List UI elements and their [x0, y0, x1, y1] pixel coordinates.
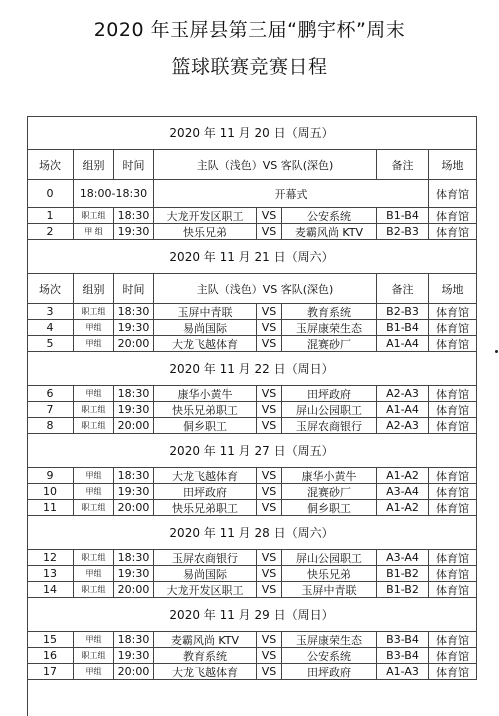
game-note: A1-A3 [377, 664, 429, 680]
game-time: 18:30 [114, 468, 154, 484]
column-header-teams: 主队（浅色）VS 客队(深色) [154, 274, 377, 304]
game-vs: VS [257, 582, 282, 598]
game-vs: VS [257, 208, 282, 224]
game-note: B1-B4 [377, 208, 429, 224]
game-home-team: 侗乡职工 [154, 418, 257, 434]
game-group: 甲 组 [74, 224, 114, 240]
column-header-time: 时间 [114, 150, 154, 180]
game-home-team: 康华小黄牛 [154, 386, 257, 402]
column-header-group: 组别 [74, 150, 114, 180]
game-vs: VS [257, 632, 282, 648]
document-title-line-2: 篮球联赛竞赛日程 [171, 56, 328, 78]
game-time: 19:30 [114, 402, 154, 418]
column-header-time: 时间 [114, 274, 154, 304]
schedule-table [27, 116, 477, 716]
game-home-team: 大龙飞越体育 [154, 468, 257, 484]
game-home-team: 麦霸风尚 KTV [154, 632, 257, 648]
game-note: A3-A4 [377, 550, 429, 566]
game-time: 20:00 [114, 582, 154, 598]
game-no: 8 [27, 418, 74, 434]
game-group: 职工组 [74, 208, 114, 224]
game-home-team: 大龙飞越体育 [154, 336, 257, 352]
game-home-team: 易尚国际 [154, 566, 257, 582]
game-note: B2-B3 [377, 224, 429, 240]
game-time: 20:00 [114, 500, 154, 516]
game-time: 19:30 [114, 224, 154, 240]
game-vs: VS [257, 386, 282, 402]
date-row: 2020 年 11 月 20 日（周五） [27, 116, 477, 150]
game-note: B2-B3 [377, 304, 429, 320]
game-group: 甲组 [74, 320, 114, 336]
game-note: B1-B2 [377, 582, 429, 598]
game-vs: VS [257, 224, 282, 240]
game-note: A1-A2 [377, 500, 429, 516]
game-away-team: 麦霸风尚 KTV [282, 224, 377, 240]
game-home-team: 易尚国际 [154, 320, 257, 336]
game-away-team: 快乐兄弟 [282, 566, 377, 582]
game-no: 11 [27, 500, 74, 516]
game-note: B1-B4 [377, 320, 429, 336]
opening-venue: 体育馆 [429, 180, 477, 208]
page-mark [495, 350, 498, 353]
game-venue: 体育馆 [429, 418, 477, 434]
game-venue: 体育馆 [429, 632, 477, 648]
game-vs: VS [257, 468, 282, 484]
game-no: 7 [27, 402, 74, 418]
game-group: 甲组 [74, 484, 114, 500]
game-no: 6 [27, 386, 74, 402]
game-home-team: 大龙开发区职工 [154, 582, 257, 598]
column-header-no: 场次 [27, 274, 74, 304]
game-note: B1-B2 [377, 566, 429, 582]
game-group: 职工组 [74, 304, 114, 320]
game-group: 甲组 [74, 386, 114, 402]
column-header-teams: 主队（浅色）VS 客队(深色) [154, 150, 377, 180]
game-no: 10 [27, 484, 74, 500]
game-group: 职工组 [74, 582, 114, 598]
game-away-team: 康华小黄牛 [282, 468, 377, 484]
game-note: A1-A2 [377, 468, 429, 484]
game-away-team: 侗乡职工 [282, 500, 377, 516]
game-vs: VS [257, 484, 282, 500]
game-time: 18:30 [114, 304, 154, 320]
game-note: A2-A3 [377, 386, 429, 402]
game-away-team: 教育系统 [282, 304, 377, 320]
game-note: B3-B4 [377, 648, 429, 664]
game-time: 19:30 [114, 566, 154, 582]
game-no: 14 [27, 582, 74, 598]
game-home-team: 快乐兄弟职工 [154, 500, 257, 516]
game-away-team: 田坪政府 [282, 386, 377, 402]
game-away-team: 公安系统 [282, 648, 377, 664]
game-time: 19:30 [114, 320, 154, 336]
game-away-team: 玉屏中青联 [282, 582, 377, 598]
game-no: 16 [27, 648, 74, 664]
game-home-team: 快乐兄弟 [154, 224, 257, 240]
game-away-team: 屏山公园职工 [282, 550, 377, 566]
game-no: 1 [27, 208, 74, 224]
game-vs: VS [257, 550, 282, 566]
column-header-venue: 场地 [429, 150, 477, 180]
game-venue: 体育馆 [429, 224, 477, 240]
game-home-team: 教育系统 [154, 648, 257, 664]
game-note: A1-A4 [377, 402, 429, 418]
game-group: 甲组 [74, 664, 114, 680]
game-venue: 体育馆 [429, 386, 477, 402]
game-home-team: 大龙飞越体育 [154, 664, 257, 680]
game-group: 职工组 [74, 550, 114, 566]
game-away-team: 玉屏农商银行 [282, 418, 377, 434]
game-group: 职工组 [74, 402, 114, 418]
column-header-note: 备注 [377, 150, 429, 180]
column-header-note: 备注 [377, 274, 429, 304]
game-note: A2-A3 [377, 418, 429, 434]
game-home-team: 大龙开发区职工 [154, 208, 257, 224]
game-away-team: 公安系统 [282, 208, 377, 224]
game-vs: VS [257, 418, 282, 434]
game-venue: 体育馆 [429, 468, 477, 484]
game-time: 20:00 [114, 664, 154, 680]
game-no: 17 [27, 664, 74, 680]
game-venue: 体育馆 [429, 648, 477, 664]
game-venue: 体育馆 [429, 484, 477, 500]
game-group: 甲组 [74, 468, 114, 484]
game-venue: 体育馆 [429, 304, 477, 320]
game-away-team: 田坪政府 [282, 664, 377, 680]
game-no: 12 [27, 550, 74, 566]
column-header-venue: 场地 [429, 274, 477, 304]
game-away-team: 玉屏康荣生态 [282, 632, 377, 648]
game-group: 职工组 [74, 418, 114, 434]
game-time: 20:00 [114, 418, 154, 434]
game-venue: 体育馆 [429, 500, 477, 516]
game-vs: VS [257, 336, 282, 352]
date-row: 2020 年 11 月 22 日（周日） [27, 352, 477, 386]
game-away-team: 混赛砂厂 [282, 484, 377, 500]
game-home-team: 快乐兄弟职工 [154, 402, 257, 418]
game-no: 3 [27, 304, 74, 320]
game-vs: VS [257, 566, 282, 582]
column-header-group: 组别 [74, 274, 114, 304]
game-home-team: 玉屏农商银行 [154, 550, 257, 566]
game-group: 甲组 [74, 566, 114, 582]
game-time: 18:30 [114, 632, 154, 648]
date-row: 2020 年 11 月 21 日（周六） [27, 240, 477, 274]
game-group: 甲组 [74, 336, 114, 352]
game-venue: 体育馆 [429, 582, 477, 598]
game-note: A1-A4 [377, 336, 429, 352]
game-venue: 体育馆 [429, 664, 477, 680]
game-no: 15 [27, 632, 74, 648]
game-group: 甲组 [74, 632, 114, 648]
game-away-team: 玉屏康荣生态 [282, 320, 377, 336]
game-no: 5 [27, 336, 74, 352]
game-venue: 体育馆 [429, 566, 477, 582]
game-away-team: 混赛砂厂 [282, 336, 377, 352]
game-group: 职工组 [74, 648, 114, 664]
opening-no: 0 [27, 180, 74, 208]
game-home-team: 玉屏中青联 [154, 304, 257, 320]
game-venue: 体育馆 [429, 336, 477, 352]
game-no: 4 [27, 320, 74, 336]
opening-label: 开幕式 [154, 180, 429, 208]
column-header-no: 场次 [27, 150, 74, 180]
game-note: A3-A4 [377, 484, 429, 500]
game-vs: VS [257, 304, 282, 320]
date-row: 2020 年 11 月 29 日（周日） [27, 598, 477, 632]
game-away-team: 屏山公园职工 [282, 402, 377, 418]
date-row: 2020 年 11 月 27 日（周五） [27, 434, 477, 468]
game-group: 职工组 [74, 500, 114, 516]
game-venue: 体育馆 [429, 550, 477, 566]
game-time: 19:30 [114, 484, 154, 500]
game-vs: VS [257, 664, 282, 680]
game-note: B3-B4 [377, 632, 429, 648]
game-no: 13 [27, 566, 74, 582]
game-time: 20:00 [114, 336, 154, 352]
opening-time: 18:00-18:30 [74, 180, 154, 208]
game-vs: VS [257, 500, 282, 516]
game-no: 2 [27, 224, 74, 240]
game-time: 19:30 [114, 648, 154, 664]
date-row: 2020 年 11 月 28 日（周六） [27, 516, 477, 550]
game-time: 18:30 [114, 550, 154, 566]
document-title-line-1: 2020 年玉屏县第三届“鹏宇杯”周末 [93, 19, 406, 41]
game-time: 18:30 [114, 208, 154, 224]
game-vs: VS [257, 402, 282, 418]
game-venue: 体育馆 [429, 320, 477, 336]
game-venue: 体育馆 [429, 208, 477, 224]
game-vs: VS [257, 648, 282, 664]
game-time: 18:30 [114, 386, 154, 402]
game-venue: 体育馆 [429, 402, 477, 418]
game-no: 9 [27, 468, 74, 484]
game-vs: VS [257, 320, 282, 336]
game-home-team: 田坪政府 [154, 484, 257, 500]
